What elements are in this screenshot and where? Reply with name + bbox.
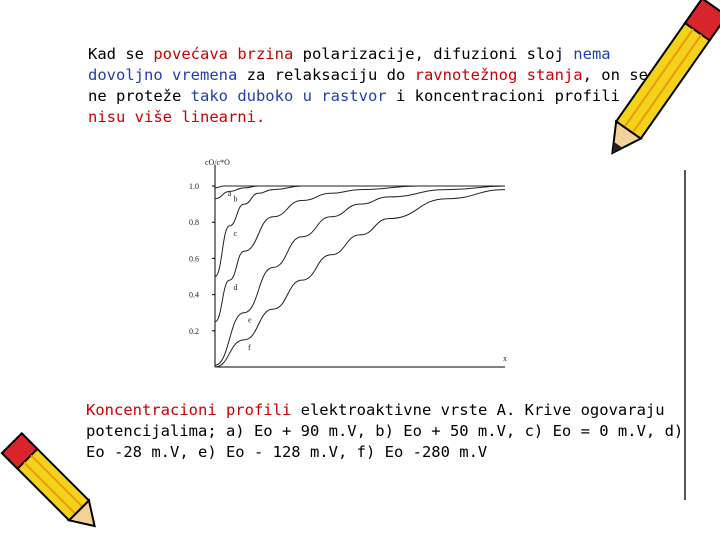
series-label-b: b bbox=[233, 194, 238, 204]
concentration-profile-chart bbox=[175, 155, 515, 380]
paragraph1-segment: polarizacije, difuzioni sloj bbox=[293, 45, 574, 63]
series-label-a: a bbox=[227, 189, 232, 199]
paragraph2-segment: Koncentracioni profili bbox=[86, 401, 292, 419]
series-label-d: d bbox=[233, 283, 238, 293]
y-tick-label: 1.0 bbox=[189, 182, 199, 192]
chart-svg bbox=[175, 155, 515, 380]
series-line-e bbox=[215, 186, 505, 365]
series-label-e: e bbox=[248, 315, 252, 325]
y-tick-label: 0.6 bbox=[189, 254, 199, 264]
paragraph1-segment: i koncentracioni profili bbox=[386, 87, 620, 105]
series-line-d bbox=[215, 186, 505, 322]
paragraph1-segment: nema dovoljno vremena bbox=[88, 45, 611, 84]
y-tick-label: 0.8 bbox=[189, 218, 199, 228]
paragraph1-segment: ravnotežnog stanja bbox=[414, 66, 583, 84]
series-label-f: f bbox=[248, 342, 251, 352]
intro-paragraph bbox=[88, 44, 648, 128]
series-label-c: c bbox=[233, 228, 238, 238]
paragraph1-segment: nisu više linearni. bbox=[88, 108, 266, 126]
paragraph2-segment: elektroaktivne vrste A. Krive ogovaraju potencijalima; a) Eo + 90 m.V, b) Eo + 50 m.V, c) Eo = 0 m.V, d) Eo -28 m.V, e) Eo - 128 m.V, f) Eo -280 m.V bbox=[86, 401, 684, 461]
series-line-b bbox=[215, 186, 505, 199]
paragraph1-segment: za relaksaciju do bbox=[237, 66, 415, 84]
paragraph1-segment: Kad se bbox=[88, 45, 154, 63]
caption-paragraph bbox=[86, 400, 698, 463]
paragraph1-segment: , on se ne proteže bbox=[88, 66, 648, 105]
y-tick-label: 0.2 bbox=[189, 326, 199, 336]
y-axis-label: cO/c*O bbox=[205, 158, 230, 167]
x-axis-label: x bbox=[503, 354, 507, 363]
series-line-f bbox=[215, 190, 505, 367]
paragraph1-segment: povećava brzina bbox=[153, 45, 294, 63]
y-tick-label: 0.4 bbox=[189, 290, 199, 300]
series-line-c bbox=[215, 186, 505, 276]
paragraph1-segment: tako duboko u rastvor bbox=[190, 87, 387, 105]
